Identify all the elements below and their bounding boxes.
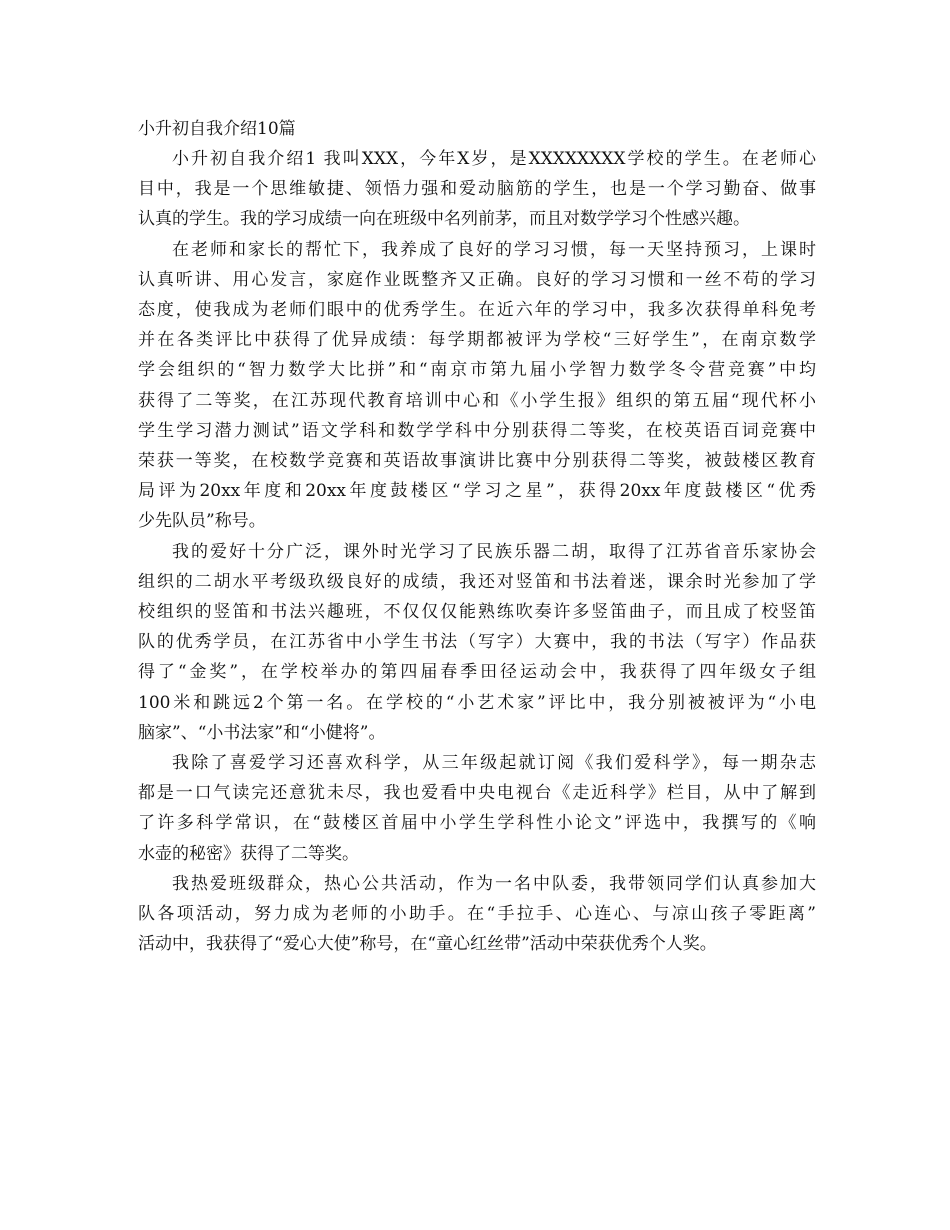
paragraph-line: 脑家”、“小书法家”和“小健将”。 (138, 722, 386, 743)
paragraph-line: 队各项活动，努力成为老师的小助手。在“手拉手、心连心、与凉山孩子零距离” (138, 904, 816, 925)
document-body (138, 114, 816, 959)
document-title: 小升初自我介绍10篇 (138, 119, 296, 139)
paragraph-line: 100米和跳远2个第一名。在学校的“小艺术家”评比中，我分别被被评为“小电 (138, 692, 816, 713)
paragraph-line: 我的爱好十分广泛，课外时光学习了民族乐器二胡，取得了江苏省音乐家协会 (172, 541, 816, 562)
paragraph-3 (138, 537, 816, 748)
paragraph-line: 局评为20xx年度和20xx年度鼓楼区“学习之星”，获得20xx年度鼓楼区“优秀 (138, 481, 816, 502)
paragraph-line: 了许多科学常识，在“鼓楼区首届中小学生学科性小论文”评选中，我撰写的《响 (138, 813, 816, 834)
paragraph-5 (138, 869, 816, 960)
paragraph-line: 态度，使我成为老师们眼中的优秀学生。在近六年的学习中，我多次获得单科免考 (138, 300, 816, 321)
paragraph-line: 并在各类评比中获得了优异成绩：每学期都被评为学校“三好学生”，在南京数学 (138, 330, 816, 351)
paragraph-line: 我除了喜爱学习还喜欢科学，从三年级起就订阅《我们爱科学》，每一期杂志 (172, 753, 816, 774)
paragraph-line: 都是一口气读完还意犹未尽，我也爱看中央电视台《走近科学》栏目，从中了解到 (138, 783, 816, 804)
paragraph-1 (138, 144, 816, 235)
paragraph-line: 获得了二等奖，在江苏现代教育培训中心和《小学生报》组织的第五届“现代杯小 (138, 390, 816, 411)
paragraph-line: 学生学习潜力测试”语文学科和数学学科中分别获得二等奖，在校英语百词竞赛中 (138, 420, 816, 441)
paragraph-line: 目中，我是一个思维敏捷、领悟力强和爱动脑筋的学生，也是一个学习勤奋、做事 (138, 179, 816, 200)
paragraph-2 (138, 235, 816, 537)
paragraph-4 (138, 748, 816, 869)
paragraph-line: 水壶的秘密》获得了二等奖。 (138, 843, 359, 864)
paragraph-line: 小升初自我介绍1 我叫XXX，今年X岁，是XXXXXXXX学校的学生。在老师心 (172, 149, 816, 169)
paragraph-line: 少先队员”称号。 (138, 511, 266, 532)
paragraph-line: 校组织的竖笛和书法兴趣班，不仅仅仅能熟练吹奏许多竖笛曲子，而且成了校竖笛 (138, 602, 816, 623)
paragraph-line: 组织的二胡水平考级玖级良好的成绩，我还对竖笛和书法着迷，课余时光参加了学 (138, 571, 816, 592)
paragraph-line: 学会组织的“智力数学大比拼”和“南京市第九届小学智力数学冬令营竞赛”中均 (138, 360, 816, 381)
paragraph-line: 认真听讲、用心发言，家庭作业既整齐又正确。良好的学习习惯和一丝不苟的学习 (138, 269, 816, 290)
paragraph-line: 队的优秀学员，在江苏省中小学生书法（写字）大赛中，我的书法（写字）作品获 (138, 632, 816, 653)
paragraph-line: 我热爱班级群众，热心公共活动，作为一名中队委，我带领同学们认真参加大 (172, 873, 816, 894)
paragraph-line: 在老师和家长的帮忙下，我养成了良好的学习习惯，每一天坚持预习，上课时 (172, 239, 816, 260)
paragraph-line: 得了“金奖”，在学校举办的第四届春季田径运动会中，我获得了四年级女子组 (138, 662, 816, 683)
paragraph-line: 活动中，我获得了“爱心大使”称号，在“童心红丝带”活动中荣获优秀个人奖。 (138, 934, 717, 955)
paragraph-line: 认真的学生。我的学习成绩一向在班级中名列前茅，而且对数学学习个性感兴趣。 (138, 209, 750, 230)
paragraph-line: 荣获一等奖，在校数学竞赛和英语故事演讲比赛中分别获得二等奖，被鼓楼区教育 (138, 451, 816, 472)
